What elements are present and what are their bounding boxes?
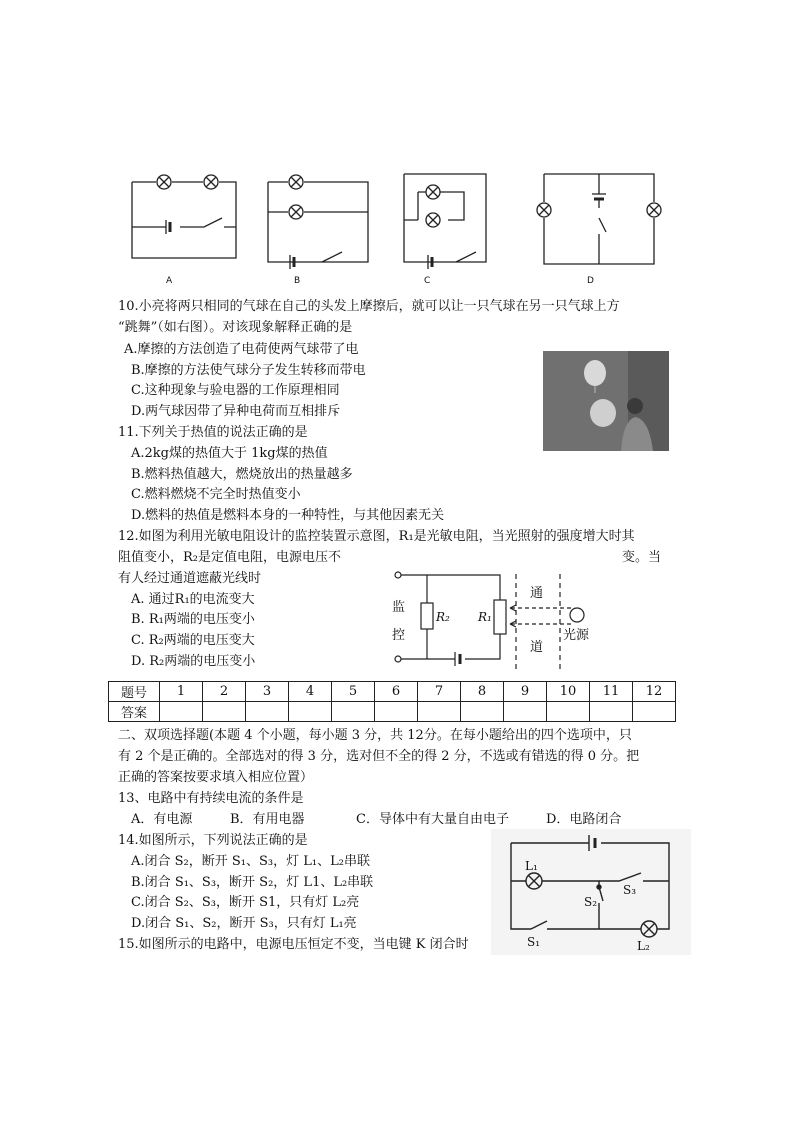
q12-label-monitor-2: 控 <box>392 628 406 643</box>
q14-label-l1: L₁ <box>525 859 538 873</box>
q12-label-light-source: 光源 <box>563 628 590 643</box>
table-header-question-number: 题号 <box>109 682 160 702</box>
q11-option-d: D.燃料的热值是燃料本身的一种特性，与其他因素无关 <box>131 508 445 523</box>
q15-stem: 15.如图所示的电路中，电源电压恒定不变，当电键 K 闭合时 <box>118 937 469 952</box>
table-cell-number: 12 <box>633 682 676 702</box>
q12-stem-line-3: 有人经过通道遮蔽光线时 <box>118 571 262 586</box>
q12-label-channel-1: 通 <box>530 586 544 601</box>
answer-cell[interactable] <box>375 702 418 722</box>
q14-option-a: A.闭合 S₂，断开 S₁、S₃，灯 L₁、L₂串联 <box>131 854 370 869</box>
answer-cell[interactable] <box>590 702 633 722</box>
q10-option-a: A.摩擦的方法创造了电荷使两气球带了电 <box>124 342 359 357</box>
table-cell-number: 9 <box>504 682 547 702</box>
q12-option-d: D. R₂两端的电压变小 <box>131 654 256 669</box>
section2-instructions-line-3: 正确的答案按要求填入相应位置） <box>118 770 314 785</box>
q12-stem-line-1: 12.如图为利用光敏电阻设计的监控装置示意图，R₁是光敏电阻，当光照射的强度增大时其 <box>118 529 635 544</box>
q14-label-s2: S₂ <box>584 895 598 909</box>
label-c: C <box>424 276 431 286</box>
q13-option-c: C．导体中有大量自由电子 <box>356 812 509 827</box>
q10-option-c: C.这种现象与验电器的工作原理相同 <box>131 383 340 398</box>
table-cell-number: 5 <box>332 682 375 702</box>
answer-cell[interactable] <box>160 702 203 722</box>
q12-label-r1: R₁ <box>478 610 492 624</box>
q14-option-c: C.闭合 S₂、S₃，断开 S1，只有灯 L₂亮 <box>131 895 360 910</box>
q10-stem-line-2: “跳舞”（如右图）。对该现象解释正确的是 <box>118 320 353 335</box>
q14-option-b: B.闭合 S₁、S₃，断开 S₂，灯 L1、L₂串联 <box>131 875 374 890</box>
answer-cell[interactable] <box>461 702 504 722</box>
q12-label-r2: R₂ <box>436 610 450 624</box>
answer-cell[interactable] <box>547 702 590 722</box>
q12-stem-line-2b: 变。当 <box>622 550 662 565</box>
q12-stem-line-2a: 阻值变小，R₂是定值电阻，电源电压不 <box>118 550 341 565</box>
q10-option-b: B.摩擦的方法使气球分子发生转移而带电 <box>131 363 366 378</box>
q11-option-a: A.2kg煤的热值大于 1kg煤的热值 <box>131 446 328 461</box>
section2-instructions-line-1: 二、双项选择题(本题 4 个小题，每小题 3 分，共 12分。在每小题给出的四个选项中，只 <box>118 728 632 743</box>
answer-cell[interactable] <box>633 702 676 722</box>
table-cell-number: 1 <box>160 682 203 702</box>
label-d: D <box>587 276 594 286</box>
circuit-figure-a <box>126 170 242 265</box>
q14-stem: 14.如图所示，下列说法正确的是 <box>118 833 308 848</box>
table-cell-number: 10 <box>547 682 590 702</box>
answer-cell[interactable] <box>289 702 332 722</box>
q12-option-b: B. R₁两端的电压变小 <box>131 612 255 627</box>
q14-circuit <box>491 829 691 955</box>
q12-label-monitor-1: 监 <box>392 600 406 615</box>
table-cell-number: 6 <box>375 682 418 702</box>
answer-cell[interactable] <box>332 702 375 722</box>
q12-label-channel-2: 道 <box>530 640 544 655</box>
answer-table-answer-row <box>109 702 676 722</box>
q13-option-b: B．有用电器 <box>230 812 305 827</box>
circuit-figure-c <box>398 170 493 270</box>
q14-label-s3: S₃ <box>623 883 637 897</box>
q10-stem-line-1: 10.小亮将两只相同的气球在自己的头发上摩擦后，就可以让一只气球在另一只气球上方 <box>118 299 620 314</box>
answer-cell[interactable] <box>418 702 461 722</box>
q13-option-a: A．有电源 <box>131 812 193 827</box>
q14-label-s1: S₁ <box>527 935 541 949</box>
table-cell-number: 8 <box>461 682 504 702</box>
q10-option-d: D.两气球因带了异种电荷而互相排斥 <box>131 404 341 419</box>
table-cell-number: 11 <box>590 682 633 702</box>
table-cell-number: 3 <box>246 682 289 702</box>
circuit-figure-b <box>262 170 374 270</box>
q14-option-d: D.闭合 S₁、S₂，断开 S₃，只有灯 L₁亮 <box>131 916 357 931</box>
table-cell-number: 4 <box>289 682 332 702</box>
circuit-figure-d <box>536 170 666 270</box>
label-b: B <box>294 276 301 286</box>
q13-option-d: D．电路闭合 <box>546 812 622 827</box>
answer-table <box>108 681 676 722</box>
table-cell-number: 7 <box>418 682 461 702</box>
answer-cell[interactable] <box>203 702 246 722</box>
q11-option-b: B.燃料热值越大，燃烧放出的热量越多 <box>131 467 353 482</box>
section2-instructions-line-2: 有 2 个是正确的。全部选对的得 3 分，选对但不全的得 2 分，不选或有错选的得 0 分。把 <box>118 749 640 764</box>
q12-monitor-circuit <box>390 566 610 672</box>
q13-stem: 13、电路中有持续电流的条件是 <box>118 791 304 806</box>
balloon-photo <box>543 351 669 451</box>
q12-option-a: A. 通过R₁的电流变大 <box>131 592 255 607</box>
label-a: A <box>166 276 173 286</box>
table-cell-number: 2 <box>203 682 246 702</box>
q11-stem: 11.下列关于热值的说法正确的是 <box>118 425 308 440</box>
q12-option-c: C. R₂两端的电压变大 <box>131 633 255 648</box>
q14-label-l2: L₂ <box>637 939 650 953</box>
q11-option-c: C.燃料燃烧不完全时热值变小 <box>131 487 301 502</box>
table-header-answer: 答案 <box>109 702 160 722</box>
answer-table-number-row <box>109 682 676 702</box>
answer-cell[interactable] <box>504 702 547 722</box>
answer-cell[interactable] <box>246 702 289 722</box>
